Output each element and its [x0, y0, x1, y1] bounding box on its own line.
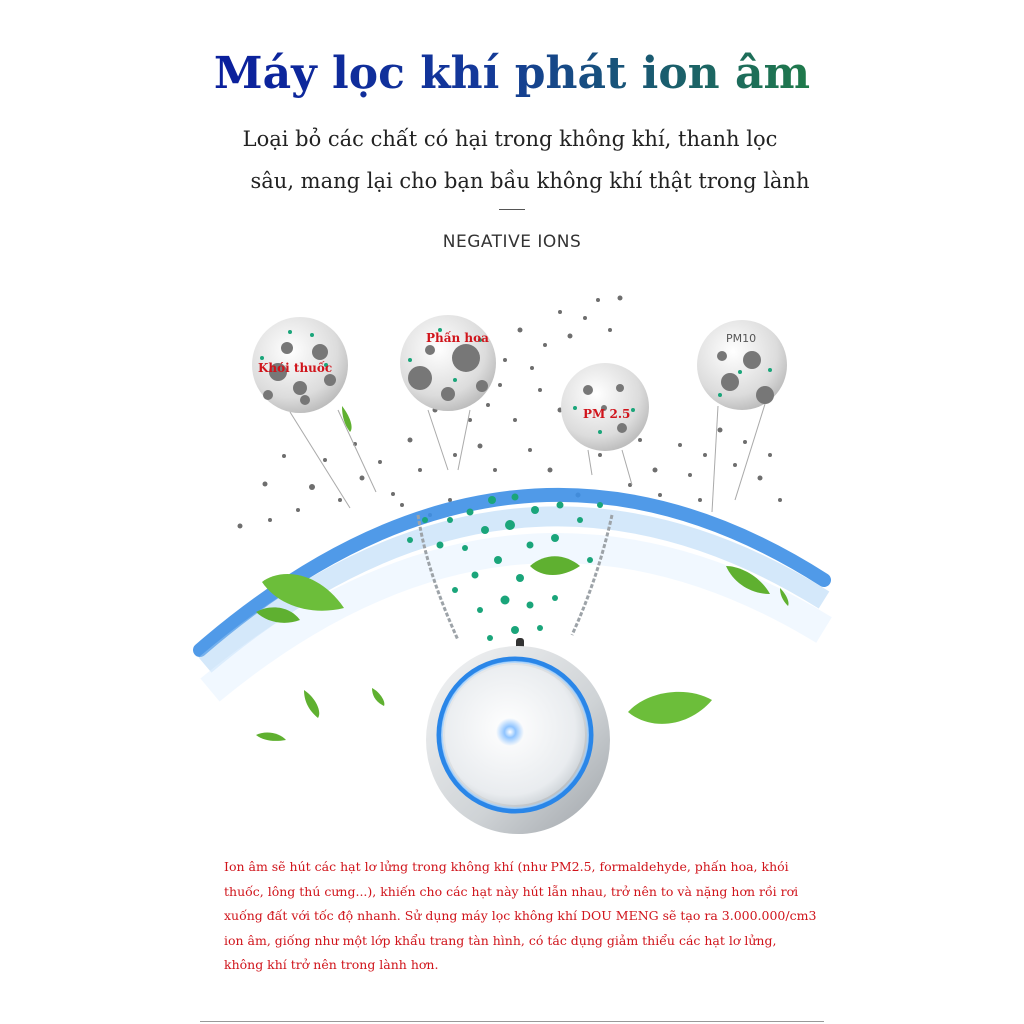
particle-pollen — [400, 315, 496, 411]
subtitle-line-1: Loại bỏ các chất có hại trong không khí, thanh lọc — [242, 127, 778, 151]
label-smoke: Khói thuốc — [258, 361, 333, 375]
description-line: xuống đất với tốc độ nhanh. Sử dụng máy lọc không khí DOU MENG sẽ tạo ra 3.000.000/cm3 — [224, 908, 817, 923]
subtitle-line-2: sâu, mang lại cho bạn bầu không khí thật trong lành — [250, 169, 810, 193]
page-title: Máy lọc khí phát ion âm — [213, 48, 811, 99]
necklace-air-purifier — [426, 646, 610, 834]
label-pollen: Phấn hoa — [426, 331, 489, 345]
description — [224, 855, 844, 978]
description-line: thuốc, lông thú cưng...), khiến cho các hạt này hút lẫn nhau, trở nên to và nặng hơn rồi rơi — [224, 883, 799, 899]
description-line: không khí trở nên trong lành hơn. — [224, 957, 439, 972]
bottom-divider — [200, 1021, 824, 1022]
label-pm25: PM 2.5 — [583, 407, 631, 421]
description-line: ion âm, giống như một lớp khẩu trang tàn hình, có tác dụng giảm thiểu các hạt lơ lửng, — [224, 932, 777, 948]
description-line: Ion âm sẽ hút các hạt lơ lửng trong không khí (như PM2.5, formaldehyde, phấn hoa, khói — [224, 859, 789, 874]
label-pm10: PM10 — [726, 332, 757, 345]
section-label: NEGATIVE IONS — [442, 232, 582, 252]
